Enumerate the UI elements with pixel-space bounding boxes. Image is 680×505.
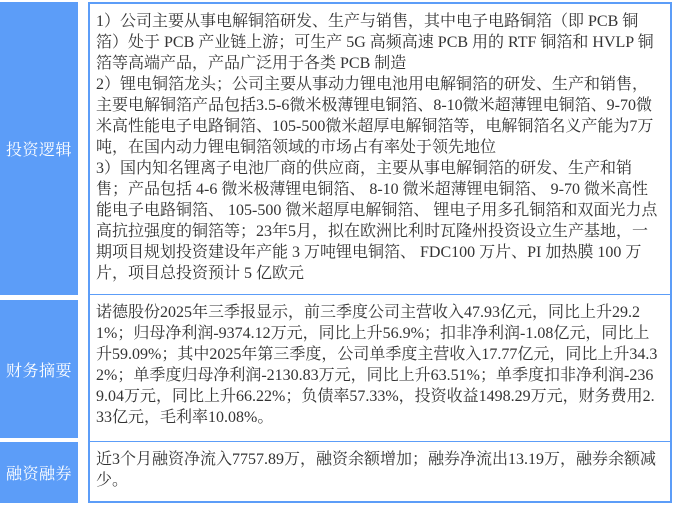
section-margin-trading	[90, 441, 670, 501]
row-label-margin-trading: 融资融券	[0, 442, 78, 503]
row-label-financial-summary: 财务摘要	[0, 300, 78, 438]
investment-logic-point-2: 2）锂电铜箔龙头；公司主要从事动力锂电池用电解铜箔的研发、生产和销售，主要电解铜箔产品包括3.5-6微米极薄锂电铜箔、8-10微米超薄锂电铜箔、9-70微米高性能电子电路铜箔、105-500微米超厚电解铜箔等，电解铜箔名义产能为7万吨，在国内动力锂电铜箔领域的市场占有率处于领先地位	[96, 76, 654, 156]
investment-logic-point-3: 3）国内知名锂离子电池厂商的供应商，主要从事电解铜箔的研发、生产和销售；产品包括 4-6 微米极薄锂电铜箔、 8-10 微米超薄锂电铜箔、 9-70 微米高性能电子电路铜箔、 105-500 微米超厚电解铜箔、 锂电子用多孔铜箔和双面光力点高抗拉强度的铜箔等；23年5月，拟在欧洲比利时瓦隆州投资设立生产基地，一期项目规划投资建设年产能 3 万吨锂电铜箔、 FDC100 万片、PI 加热膜 100 万片，项目总投资预计 5 亿欧元	[96, 160, 658, 282]
section-investment-logic	[90, 4, 670, 294]
row-label-investment-logic: 投资逻辑	[0, 2, 78, 295]
section-financial-summary	[90, 294, 670, 441]
content-panel	[88, 2, 672, 503]
financial-summary-text: 诺德股份2025年三季报显示，前三季度公司主营收入47.93亿元，同比上升29.21%；归母净利润-9374.12万元，同比上升56.9%；扣非净利润-1.08亿元，同比上升59.09%；其中2025年第三季度，公司单季度主营收入17.77亿元，同比上升34.32%；单季度归母净利润-2130.83万元，同比上升63.51%；单季度扣非净利润-2369.04万元，同比上升66.22%；负债率57.33%，投资收益1498.29万元，财务费用2.33亿元，毛利率10.08%。	[96, 304, 658, 426]
margin-trading-text: 近3个月融资净流入7757.89万，融资余额增加；融券净流出13.19万，融券余额减少。	[96, 451, 657, 489]
investment-logic-point-1: 1）公司主要从事电解铜箔研发、生产与销售，其中电子电路铜箔（即 PCB 铜箔）处于 PCB 产业链上游；可生产 5G 高频高速 PCB 用的 RTF 铜箔和 HVLP 铜箔等高端产品，产品广泛用于各类 PCB 制造	[96, 13, 654, 72]
